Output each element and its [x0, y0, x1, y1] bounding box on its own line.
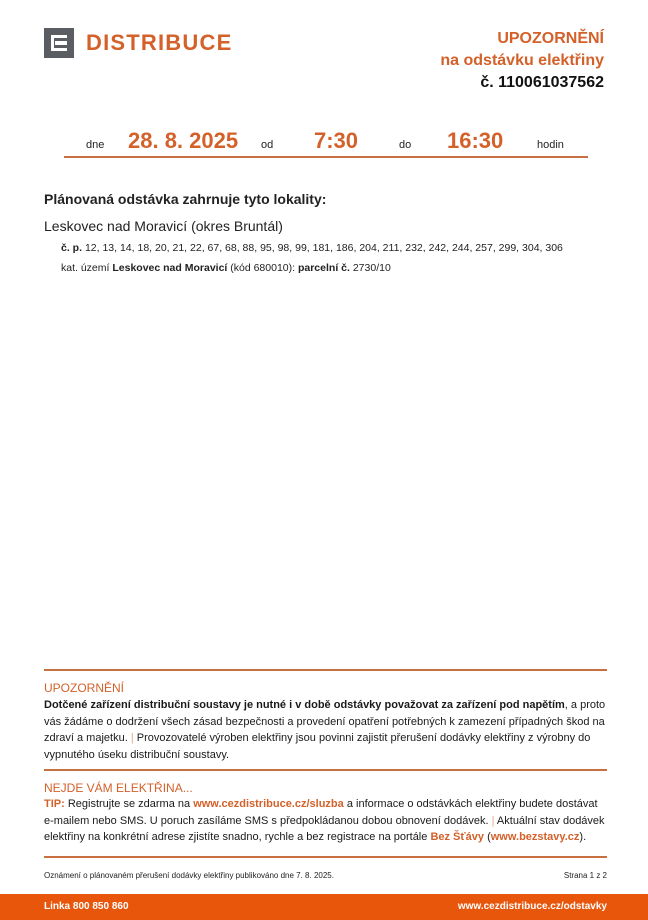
- notice-subtitle: na odstávku elektřiny: [440, 52, 604, 69]
- tip-title: NEJDE VÁM ELEKTŘINA...: [44, 781, 193, 795]
- divider: [44, 856, 607, 858]
- locality-name: Leskovec nad Moravicí (okres Bruntál): [44, 218, 283, 234]
- to-label: do: [399, 139, 412, 151]
- day-label: dne: [86, 139, 105, 151]
- unit-label: hodin: [537, 139, 564, 151]
- notice-header: [440, 28, 604, 94]
- affected-addresses: [61, 238, 563, 278]
- warning-title: UPOZORNĚNÍ: [44, 681, 125, 695]
- divider: [44, 769, 607, 771]
- cez-e-logo-icon: [44, 28, 74, 58]
- bezstavy-link[interactable]: www.bezstavy.cz: [490, 831, 580, 844]
- cadastral-area: kat. území Leskovec nad Moravicí (kód 680010): parcelní č. 2730/10: [61, 262, 391, 274]
- house-numbers: č. p. 12, 13, 14, 18, 20, 21, 22, 67, 68, 88, 95, 98, 99, 181, 186, 204, 211, 232, 242, 244, 257, 299, 304, 306: [61, 242, 563, 254]
- start-time: 7:30: [314, 128, 359, 153]
- company-logo: [44, 28, 232, 58]
- divider: [44, 669, 607, 671]
- publication-note: Oznámení o plánovaném přerušení dodávky elektřiny publikováno dne 7. 8. 2025.: [44, 871, 334, 880]
- tip-text: TIP: Registrujte se zdarma na www.cezdistribuce.cz/sluzba a informace o odstávkách elektřiny budete dostávat e-mailem nebo SMS. U poruch zasíláme SMS s předpokládanou dobou obnovení dodávek. | Aktuální stav dodávek elektřiny na konkrétní adrese zjistíte snadno, rychle a bez registrace na portále Bez Šťávy (www.bezstavy.cz).: [44, 798, 605, 844]
- notice-title: UPOZORNĚNÍ: [497, 30, 604, 47]
- warning-text: Dotčené zařízení distribuční soustavy je nutné i v době odstávky považovat za zařízení pod napětím, a proto vás žádáme o dodržení všech zásad bezpečnosti a provedení opatření potřebných k zamezení případných škod na zdraví a majetku. | Provozovatelé výroben elektřiny jsou povinni zajistit přerušení dodávky elektřiny z výrobny do vypnutého úseku distribuční soustavy.: [44, 699, 606, 761]
- website-link[interactable]: www.cezdistribuce.cz/odstavky: [457, 901, 607, 912]
- hotline: Linka 800 850 860: [44, 901, 129, 912]
- district: (okres Bruntál): [191, 218, 283, 234]
- localities-intro: Plánovaná odstávka zahrnuje tyto lokality:: [44, 191, 327, 207]
- service-link[interactable]: www.cezdistribuce.cz/sluzba: [193, 798, 344, 810]
- outage-schedule: [64, 126, 588, 158]
- outage-date: 28. 8. 2025: [128, 128, 239, 153]
- footer-bar: [0, 894, 648, 920]
- end-time: 16:30: [447, 128, 504, 153]
- page-number: Strana 1 z 2: [563, 871, 607, 880]
- logo-text: DISTRIBUCE: [86, 30, 233, 55]
- notice-number: č. 110061037562: [480, 74, 604, 91]
- from-label: od: [261, 139, 274, 151]
